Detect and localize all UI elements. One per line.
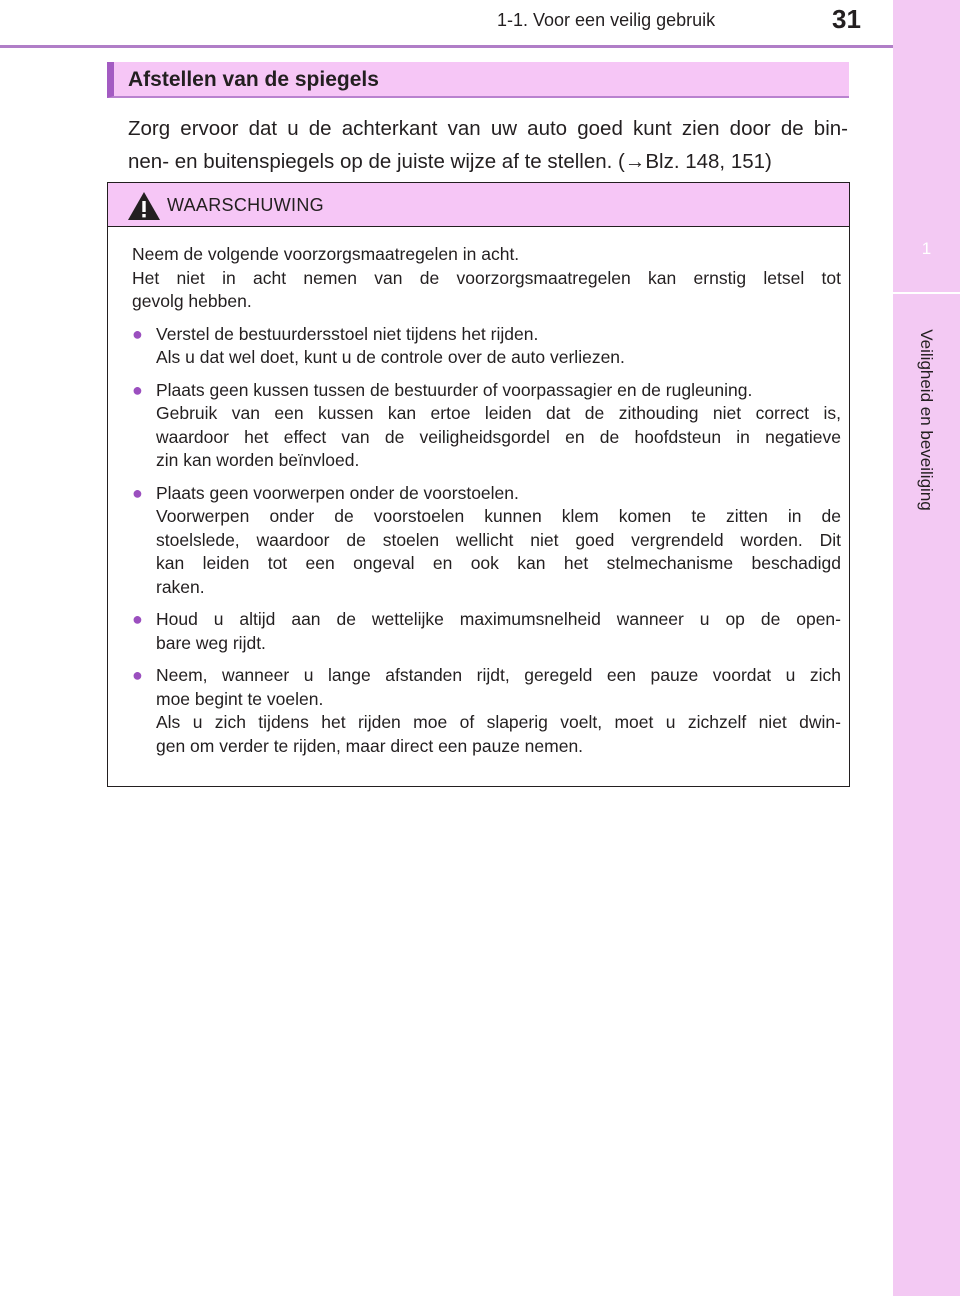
bullet-line: gen om verder te rijden, maar direct een pauze nemen.	[156, 735, 584, 756]
chapter-tab-divider	[893, 292, 960, 294]
warning-bullet	[132, 608, 841, 655]
intro-paragraph	[128, 112, 848, 178]
bullet-line: Plaats geen voorwerpen onder de voorstoelen.	[156, 482, 519, 503]
bullet-icon: ●	[132, 609, 143, 629]
warning-bullet	[132, 323, 841, 370]
warning-body	[132, 243, 841, 758]
chapter-title: Veiligheid en beveiliging	[917, 329, 936, 511]
warning-intro-line: Het niet in acht nemen van de voorzorgsmaatregelen kan ernstig letsel tot	[132, 267, 841, 288]
intro-line: Zorg ervoor dat u de achterkant van uw auto goed kunt zien door de bin-	[128, 117, 848, 140]
header-divider	[0, 45, 893, 48]
warning-title: WAARSCHUWING	[167, 195, 324, 215]
bullet-line: Verstel de bestuurdersstoel niet tijdens het rijden.	[156, 323, 539, 344]
bullet-icon: ●	[132, 323, 143, 344]
warning-bullet	[132, 482, 841, 600]
bullet-line: Neem, wanneer u lange afstanden rijdt, geregeld een pauze voordat u zich	[156, 665, 841, 685]
bullet-line: Als u zich tijdens het rijden moe of slaperig voelt, moet u zichzelf niet dwin-	[156, 712, 841, 732]
bullet-icon: ●	[132, 482, 143, 503]
chapter-side-tab	[893, 0, 960, 1296]
bullet-line: waardoor het effect van de veiligheidsgordel en de hoofdsteun in negatieve	[156, 426, 841, 447]
header-section-title: 1-1. Voor een veilig gebruik	[497, 10, 716, 30]
page-number: 31	[832, 4, 861, 34]
intro-line: nen- en buitenspiegels op de juiste wijze af te stellen. (→Blz. 148, 151)	[128, 150, 772, 173]
bullet-line: moe begint te voelen.	[156, 688, 324, 709]
chapter-number: 1	[921, 239, 932, 258]
warning-box	[107, 182, 850, 787]
bullet-line: kan leiden tot een ongeval en ook kan het stelmechanisme beschadigd	[156, 553, 841, 573]
bullet-line: stoelslede, waardoor de stoelen wellicht niet goed vergrendeld worden. Dit	[156, 529, 841, 550]
bullet-icon: ●	[132, 379, 143, 400]
bullet-line: raken.	[156, 576, 205, 597]
warning-intro-line: gevolg hebben.	[132, 291, 252, 311]
bullet-line: zin kan worden beïnvloed.	[156, 450, 360, 470]
section-heading: Afstellen van de spiegels	[128, 68, 379, 91]
bullet-line: bare weg rijdt.	[156, 632, 266, 653]
section-heading-bar	[107, 62, 849, 98]
warning-intro-line: Neem de volgende voorzorgsmaatregelen in acht.	[132, 244, 520, 264]
warning-bullet	[132, 379, 841, 473]
bullet-line: Gebruik van een kussen kan ertoe leiden dat de zithouding niet correct is,	[156, 403, 841, 423]
bullet-line: Voorwerpen onder de voorstoelen kunnen klem komen te zitten in de	[156, 506, 841, 526]
bullet-line: Als u dat wel doet, kunt u de controle over de auto verliezen.	[156, 347, 625, 367]
bullet-icon: ●	[132, 665, 143, 685]
warning-bullet	[132, 664, 841, 758]
bullet-line: Houd u altijd aan de wettelijke maximumsnelheid wanneer u op de open-	[156, 609, 841, 629]
bullet-line: Plaats geen kussen tussen de bestuurder of voorpassagier en de rugleuning.	[156, 379, 753, 400]
warning-triangle-icon	[127, 191, 161, 221]
warning-header	[108, 183, 849, 227]
